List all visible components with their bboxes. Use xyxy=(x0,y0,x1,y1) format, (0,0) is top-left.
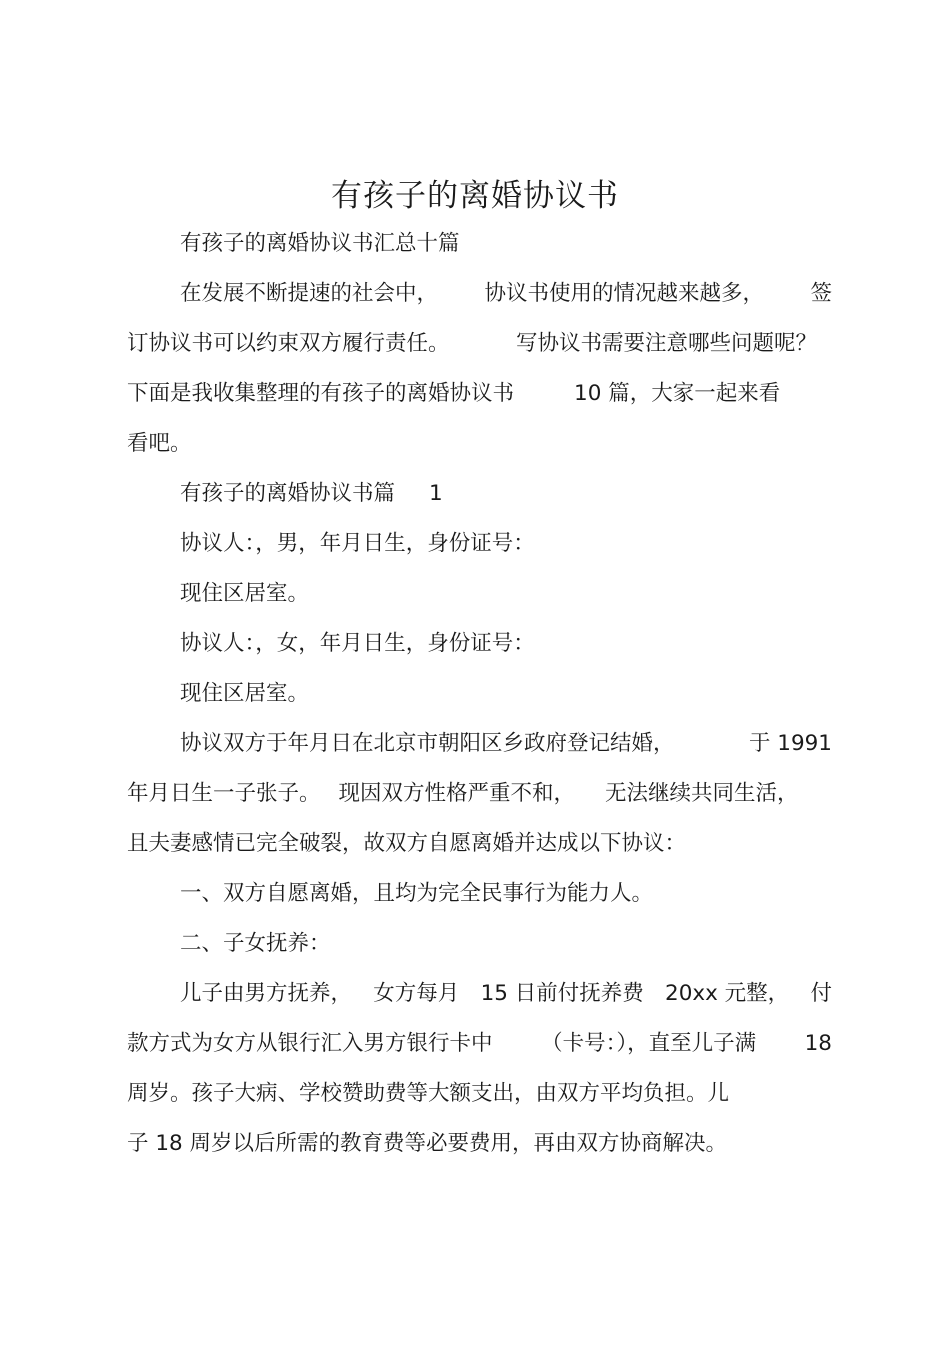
custody-line-1: 儿子由男方抚养， 女方每月 15 日前付抚养费 20xx 元整， 付 xyxy=(180,981,832,1006)
party-1-address: 现住区居室。 xyxy=(180,581,310,606)
custody-line-3: 周岁。孩子大病、学校赞助费等大额支出，由双方平均负担。儿 xyxy=(127,1081,730,1106)
intro-line-1: 在发展不断提速的社会中， 协议书使用的情况越来越多， 签 xyxy=(180,281,832,306)
custody-line-4: 子 18 周岁以后所需的教育费等必要费用，再由双方协商解决。 xyxy=(127,1131,728,1156)
intro-line-2: 订协议书可以约束双方履行责任。 写协议书需要注意哪些问题呢？ xyxy=(127,331,817,356)
clause-1: 一、双方自愿离婚，且均为完全民事行为能力人。 xyxy=(180,881,654,906)
agreement-line-1: 协议双方于年月日在北京市朝阳区乡政府登记结婚， 于 1991 xyxy=(180,731,832,756)
agreement-line-2: 年月日生一子张子。 现因双方性格严重不和， 无法继续共同生活， xyxy=(127,781,799,806)
subtitle-line: 有孩子的离婚协议书汇总十篇 xyxy=(180,231,460,256)
party-2-line: 协议人：，女，年月日生，身份证号： xyxy=(180,631,535,656)
section-heading-1: 有孩子的离婚协议书篇 1 xyxy=(180,481,443,506)
clause-2-heading: 二、子女抚养： xyxy=(180,931,331,956)
agreement-line-3: 且夫妻感情已完全破裂，故双方自愿离婚并达成以下协议： xyxy=(127,831,687,856)
intro-line-3: 下面是我收集整理的有孩子的离婚协议书 10 篇，大家一起来看 xyxy=(127,381,781,406)
party-2-address: 现住区居室。 xyxy=(180,681,310,706)
custody-line-2: 款方式为女方从银行汇入男方银行卡中 （卡号：），直至儿子满 18 xyxy=(127,1031,832,1056)
document-title: 有孩子的离婚协议书 xyxy=(331,178,619,214)
party-1-line: 协议人：，男，年月日生，身份证号： xyxy=(180,531,535,556)
intro-line-4: 看吧。 xyxy=(127,431,192,456)
